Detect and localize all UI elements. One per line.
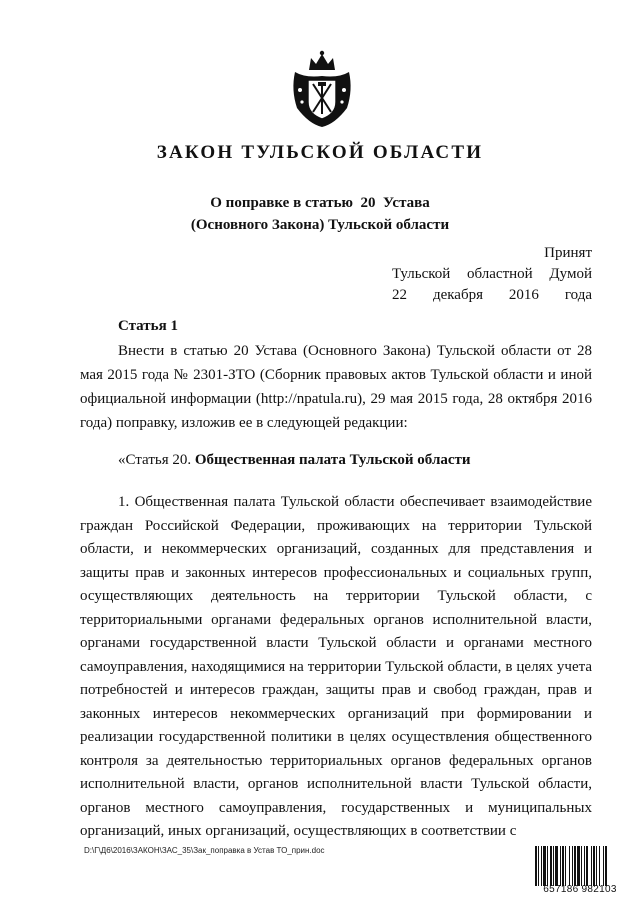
law-subject-line1: О поправке в статью 20 Устава (210, 195, 430, 211)
law-title: ЗАКОН ТУЛЬСКОЙ ОБЛАСТИ (156, 142, 484, 163)
adoption-block (392, 243, 592, 306)
article20-heading (118, 452, 471, 469)
adoption-line2: Тульской областной Думой (392, 266, 592, 282)
article1-text: Внести в статью 20 Устава (Основного Закона) Тульской области от 28 мая 2015 года № 2301-ЗТО (Сборник правовых актов Тульской области и иной официальной информации (http://npatula.ru), 29 мая 2015 года, 28 октября 2016 года) поправку, изложив ее в следующей редакции: (80, 343, 592, 431)
article20-paragraph1: 1. Общественная палата Тульской области обеспечивает взаимодействие граждан Российской Федерации, проживающих на территории Тульской области, и некоммерческих организаций, созданных для представления и защиты прав и законных интересов профессиональных и социальных групп, осуществляющих деятельность на территории Тульской области, с территориальными органами федеральных органов исполнительной власти, органами государственной власти Тульской области и органами местного самоуправления, находящимися на территории Тульской области, в целях учета потребностей и интересов граждан, защиты прав и свобод граждан, прав и законных интересов некоммерческих организаций при формировании и реализации государственной политики в целях осуществления общественного контроля за деятельностью территориальных органов федеральных органов исполнительной власти, органов исполнительной власти Тульской области, органов местного самоуправления, государственных и муниципальных организаций, иных организаций, осуществляющих в соответствии с (80, 494, 592, 839)
barcode-icon (535, 846, 625, 886)
article20-title: Общественная палата Тульской области (194, 452, 471, 468)
law-subject (0, 192, 640, 236)
article20-prefix: «Статья 20. (118, 452, 195, 468)
adoption-line1: Принят (544, 245, 592, 261)
barcode-number: 657186 982103 (543, 884, 617, 895)
file-path: D:\Г\Д6\2016\ЗАКОН\ЗАС_35\Зак_поправка в Устав ТО_прин.doc (84, 846, 325, 855)
adoption-date: 22 декабря 2016 года (392, 287, 592, 303)
tula-coat-of-arms-icon (289, 50, 355, 128)
law-subject-line2: (Основного Закона) Тульской области (190, 217, 450, 233)
article1-heading: Статья 1 (118, 318, 178, 334)
